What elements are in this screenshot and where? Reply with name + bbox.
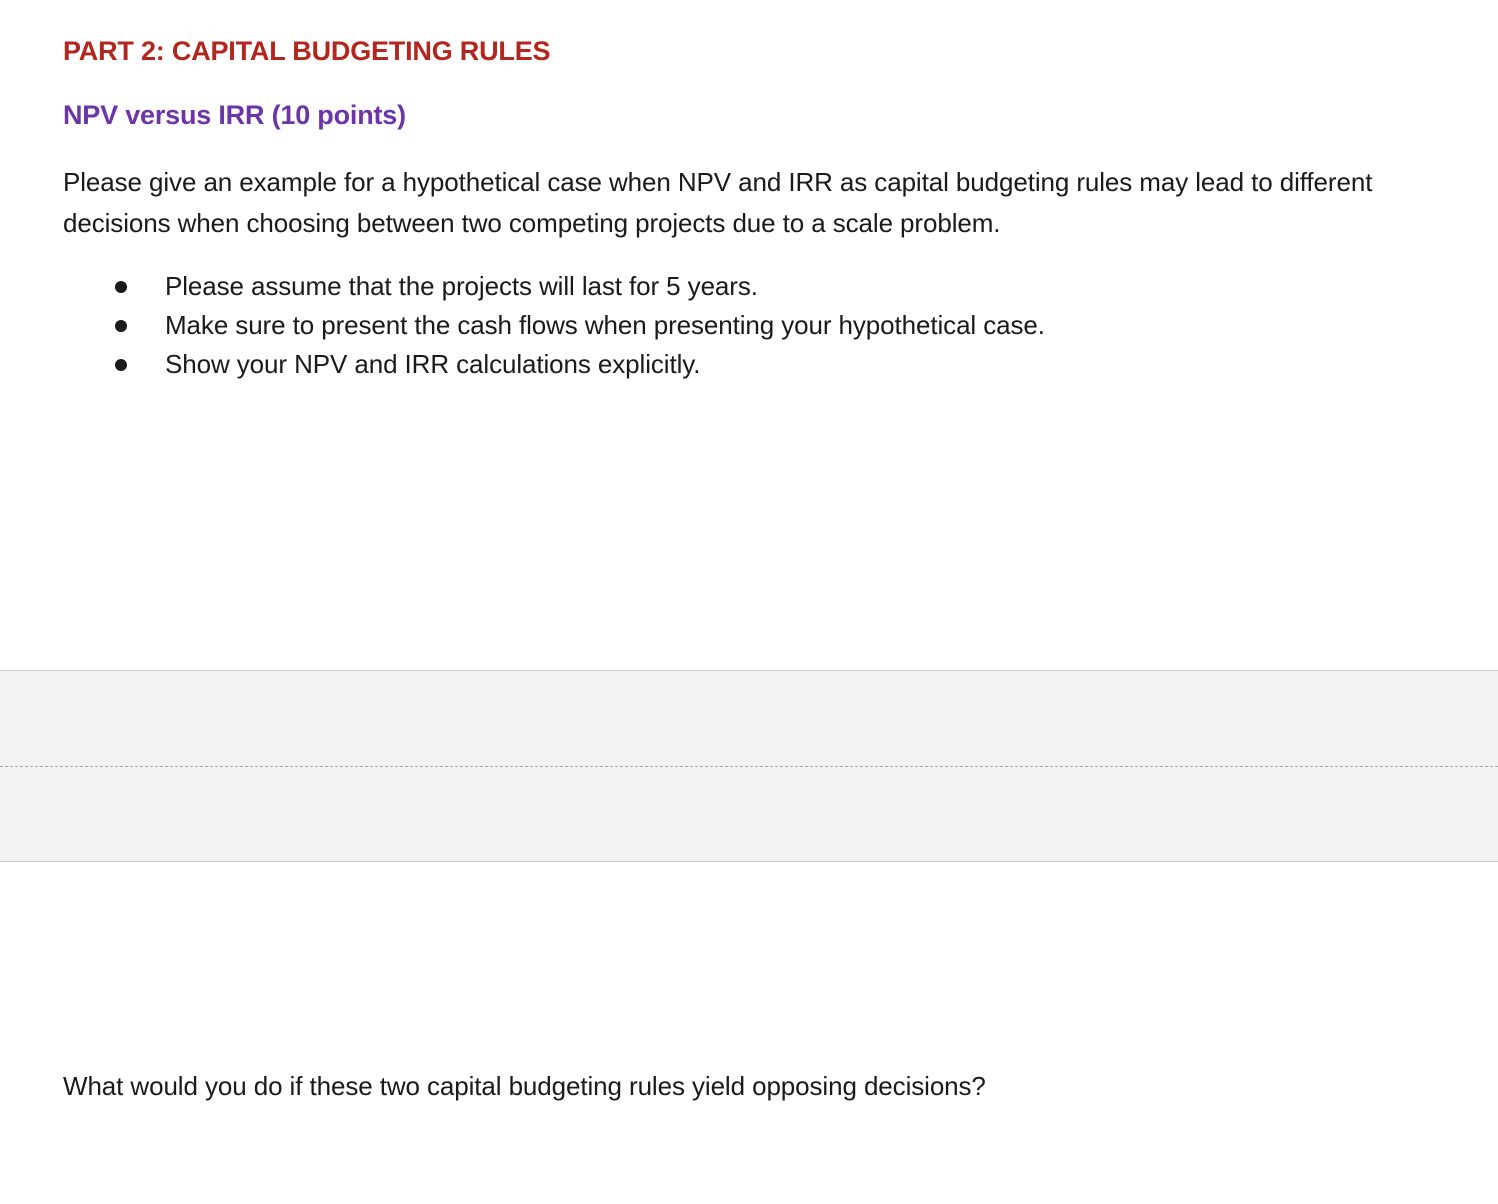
- bullet-icon: [115, 359, 127, 371]
- page-separator: [0, 670, 1498, 862]
- page-break-line: [0, 766, 1498, 767]
- list-item-text: Show your NPV and IRR calculations explicitly.: [165, 349, 701, 379]
- list-item: [63, 345, 1045, 384]
- section-title: NPV versus IRR (10 points): [63, 100, 406, 130]
- list-item-text: Make sure to present the cash flows when presenting your hypothetical case.: [165, 310, 1045, 340]
- part-title: PART 2: CAPITAL BUDGETING RULES: [63, 36, 551, 66]
- requirements-list: [63, 267, 1045, 384]
- question-paragraph: What would you do if these two capital budgeting rules yield opposing decisions?: [63, 1071, 986, 1101]
- document-page-bottom: [0, 862, 1498, 1204]
- list-item: [63, 267, 1045, 306]
- list-item-text: Please assume that the projects will last for 5 years.: [165, 271, 758, 301]
- list-item: [63, 306, 1045, 345]
- bullet-icon: [115, 320, 127, 332]
- bullet-icon: [115, 281, 127, 293]
- intro-paragraph: Please give an example for a hypothetical case when NPV and IRR as capital budgeting rules may lead to different decisions when choosing between two competing projects due to a scale problem.: [63, 167, 1373, 238]
